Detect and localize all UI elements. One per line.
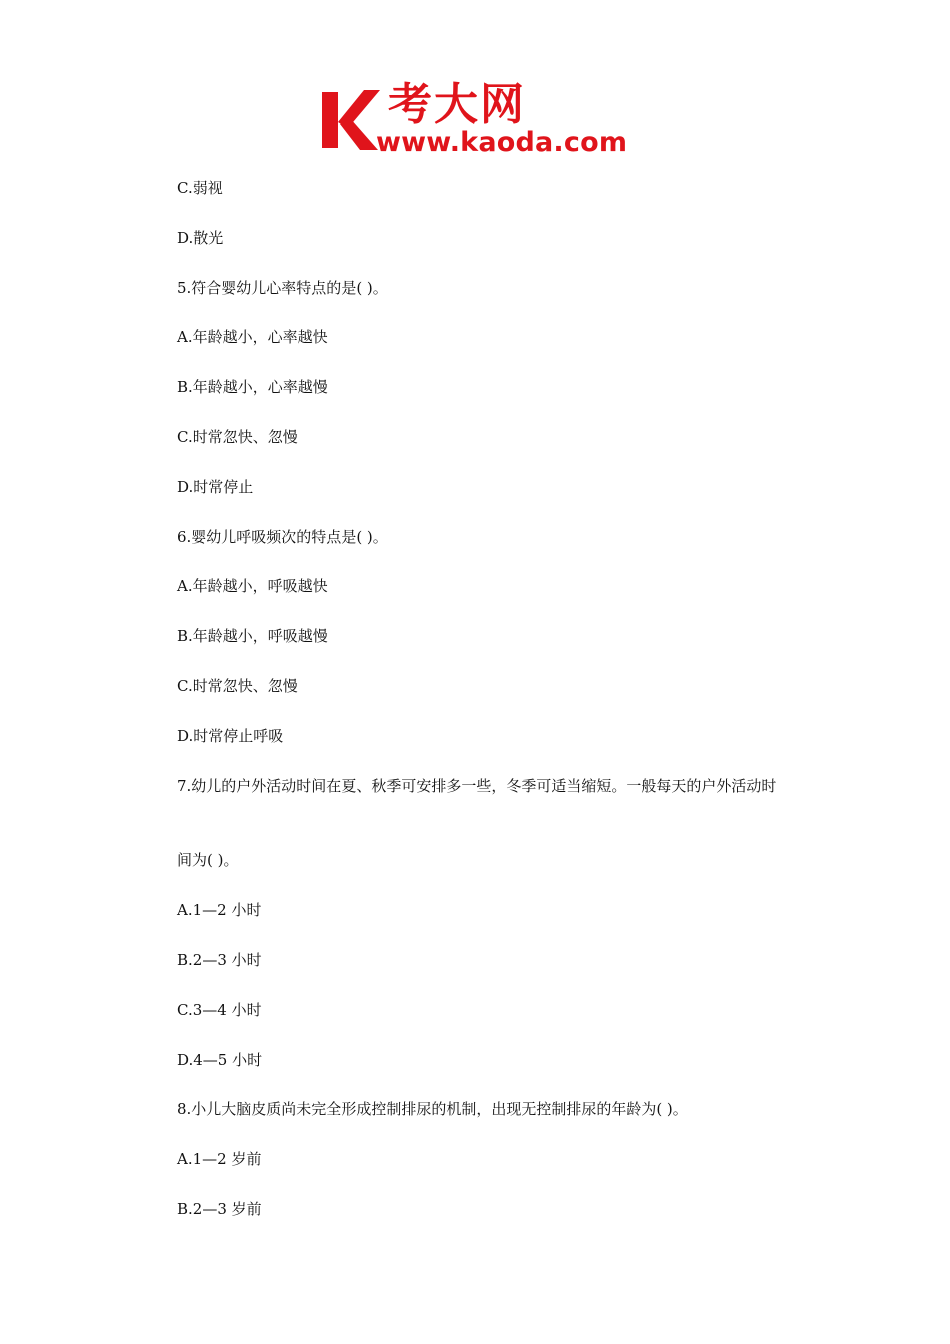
option-c-q4: C.弱视 [177,179,223,197]
question-7-continued: 间为( )。 [177,851,239,869]
question-8: 8.小儿大脑皮质尚未完全形成控制排尿的机制，出现无控制排尿的年龄为( )。 [177,1100,688,1118]
option-b-q5: B.年龄越小，心率越慢 [177,378,328,396]
option-a-q5: A.年龄越小，心率越快 [177,328,328,346]
option-c-q7: C.3—4 小时 [177,1001,262,1019]
option-a-q8: A.1—2 岁前 [177,1150,262,1168]
option-d-q6: D.时常停止呼吸 [177,727,284,745]
option-c-q5: C.时常忽快、忽慢 [177,428,298,446]
question-5: 5.符合婴幼儿心率特点的是( )。 [177,279,388,297]
kaoda-logo [318,79,638,160]
option-a-q7: A.1—2 小时 [177,901,262,919]
option-b-q7: B.2—3 小时 [177,951,262,969]
option-a-q6: A.年龄越小，呼吸越快 [177,577,328,595]
question-6: 6.婴幼儿呼吸频次的特点是( )。 [177,528,388,546]
option-b-q6: B.年龄越小，呼吸越慢 [177,627,328,645]
k-logo-icon [318,86,382,152]
logo-url-text: www.kaoda.com [376,127,628,158]
option-d-q4: D.散光 [177,229,224,247]
question-7: 7.幼儿的户外活动时间在夏、秋季可安排多一些，冬季可适当缩短。一般每天的户外活动时 [177,777,777,795]
option-b-q8: B.2—3 岁前 [177,1200,262,1218]
option-d-q5: D.时常停止 [177,478,254,496]
option-d-q7: D.4—5 小时 [177,1051,263,1069]
option-c-q6: C.时常忽快、忽慢 [177,677,298,695]
logo-chinese-text: 考大网 [388,79,526,130]
